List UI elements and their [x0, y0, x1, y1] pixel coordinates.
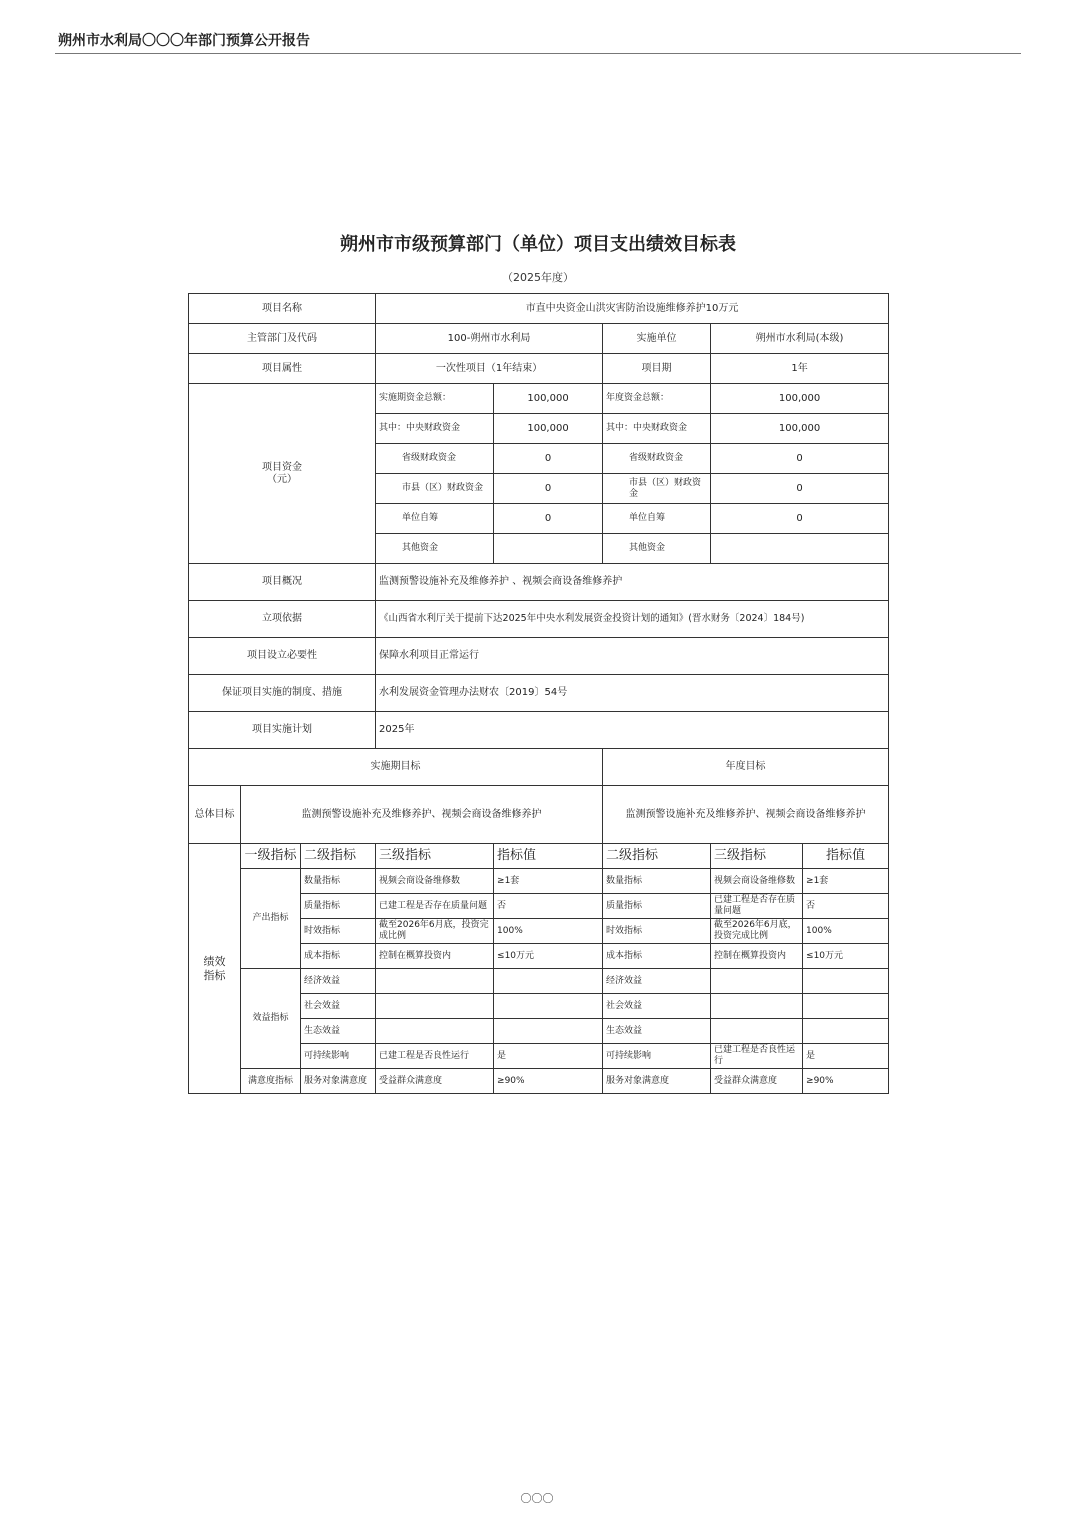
year-funds-self: 0	[711, 504, 889, 534]
plan-label: 项目实施计划	[189, 712, 376, 749]
indicator-value	[494, 969, 603, 994]
year-indicator-l2: 服务对象满意度	[603, 1069, 711, 1094]
funds-other-label: 其他资金	[376, 534, 494, 564]
indicator-l3	[376, 1019, 494, 1044]
funds-province: 0	[494, 444, 603, 474]
year-indicator-value	[803, 1019, 889, 1044]
year-indicator-l3: 已建工程是否良性运行	[711, 1044, 803, 1069]
funds-self-label: 单位自筹	[376, 504, 494, 534]
indicator-value	[494, 1019, 603, 1044]
impl-unit: 朔州市水利局(本级)	[711, 324, 889, 354]
measures: 水利发展资金管理办法财农〔2019〕54号	[376, 675, 889, 712]
year-indicator-value	[803, 969, 889, 994]
year-indicator-l2: 成本指标	[603, 944, 711, 969]
header-val: 指标值	[494, 844, 603, 869]
header-l1: 一级指标	[241, 844, 301, 869]
indicator-l2: 成本指标	[301, 944, 376, 969]
indicator-l2: 社会效益	[301, 994, 376, 1019]
indicator-l3: 截至2026年6月底，投资完成比例	[376, 919, 494, 944]
overview-label: 项目概况	[189, 564, 376, 601]
year-indicator-value: ≥90%	[803, 1069, 889, 1094]
page-footer: 〇〇〇	[520, 1492, 554, 1505]
plan: 2025年	[376, 712, 889, 749]
year-funds-city-label: 市县（区）财政资金	[603, 474, 711, 504]
period: 1年	[711, 354, 889, 384]
indicators-section-label	[189, 844, 241, 1094]
necessity: 保障水利项目正常运行	[376, 638, 889, 675]
project-name: 市直中央资金山洪灾害防治设施维修养护10万元	[376, 294, 889, 324]
year-indicator-l3	[711, 969, 803, 994]
year-funds-province-label: 省级财政资金	[603, 444, 711, 474]
year-funds-total: 100,000	[711, 384, 889, 414]
measures-label: 保证项目实施的制度、措施	[189, 675, 376, 712]
indicator-l2: 数量指标	[301, 869, 376, 894]
indicator-value: 是	[494, 1044, 603, 1069]
period-label: 项目期	[603, 354, 711, 384]
dept-label: 主管部门及代码	[189, 324, 376, 354]
attr-label: 项目属性	[189, 354, 376, 384]
year-goal-header: 年度目标	[603, 749, 889, 786]
indicator-l2: 服务对象满意度	[301, 1069, 376, 1094]
table-subtitle: （2025年度）	[502, 271, 574, 284]
funds-label-cell	[189, 384, 376, 564]
performance-target-table	[188, 293, 889, 1094]
funds-province-label: 省级财政资金	[376, 444, 494, 474]
year-funds-other-label: 其他资金	[603, 534, 711, 564]
indicator-value	[494, 994, 603, 1019]
attr: 一次性项目（1年结束）	[376, 354, 603, 384]
header-l2: 二级指标	[301, 844, 376, 869]
indicator-l3: 视频会商设备维修数	[376, 869, 494, 894]
indicator-l2: 生态效益	[301, 1019, 376, 1044]
header-year-l2: 二级指标	[603, 844, 711, 869]
year-funds-other	[711, 534, 889, 564]
indicator-l2: 质量指标	[301, 894, 376, 919]
indicator-l3: 已建工程是否存在质量问题	[376, 894, 494, 919]
funds-city: 0	[494, 474, 603, 504]
overall-goal-label: 总体目标	[189, 786, 241, 844]
project-name-label: 项目名称	[189, 294, 376, 324]
indicator-l2: 时效指标	[301, 919, 376, 944]
year-funds-central: 100,000	[711, 414, 889, 444]
year-funds-self-label: 单位自筹	[603, 504, 711, 534]
header-year-val: 指标值	[803, 844, 889, 869]
year-indicator-l2: 社会效益	[603, 994, 711, 1019]
year-indicator-l3	[711, 994, 803, 1019]
basis: 《山西省水利厅关于提前下达2025年中央水利发展资金投资计划的通知》(晋水财务〔2024〕184号)	[376, 601, 889, 638]
funds-total: 100,000	[494, 384, 603, 414]
funds-central-label: 其中：中央财政资金	[376, 414, 494, 444]
funds-label: 项目资金	[262, 461, 303, 473]
year-funds-total-label: 年度资金总额：	[603, 384, 711, 414]
header-divider	[55, 53, 1021, 54]
indicator-l2: 可持续影响	[301, 1044, 376, 1069]
year-indicator-l2: 经济效益	[603, 969, 711, 994]
year-indicator-l2: 生态效益	[603, 1019, 711, 1044]
report-header: 朔州市水利局〇〇〇年部门预算公开报告	[58, 33, 310, 49]
impl-goal: 监测预警设施补充及维修养护、视频会商设备维修养护	[241, 786, 603, 844]
year-funds-city: 0	[711, 474, 889, 504]
year-indicator-value: ≥1套	[803, 869, 889, 894]
year-indicator-l3: 已建工程是否存在质量问题	[711, 894, 803, 919]
funds-self: 0	[494, 504, 603, 534]
group-output: 产出指标	[241, 869, 301, 969]
year-indicator-value: 否	[803, 894, 889, 919]
funds-total-label: 实施期资金总额：	[376, 384, 494, 414]
funds-central: 100,000	[494, 414, 603, 444]
year-indicator-l2: 可持续影响	[603, 1044, 711, 1069]
year-indicator-l2: 数量指标	[603, 869, 711, 894]
indicator-l3: 已建工程是否良性运行	[376, 1044, 494, 1069]
indicator-value: ≥90%	[494, 1069, 603, 1094]
group-satisfaction: 满意度指标	[241, 1069, 301, 1094]
overview: 监测预警设施补充及维修养护 、视频会商设备维修养护	[376, 564, 889, 601]
dept: 100-朔州市水利局	[376, 324, 603, 354]
year-indicator-l2: 质量指标	[603, 894, 711, 919]
year-indicator-value	[803, 994, 889, 1019]
necessity-label: 项目设立必要性	[189, 638, 376, 675]
year-funds-province: 0	[711, 444, 889, 474]
indicator-value: ≥1套	[494, 869, 603, 894]
year-funds-central-label: 其中：中央财政资金	[603, 414, 711, 444]
group-benefit: 效益指标	[241, 969, 301, 1069]
indicator-l2: 经济效益	[301, 969, 376, 994]
header-l3: 三级指标	[376, 844, 494, 869]
funds-unit: （元）	[267, 473, 298, 485]
indicator-value: ≤10万元	[494, 944, 603, 969]
impl-unit-label: 实施单位	[603, 324, 711, 354]
header-year-l3: 三级指标	[711, 844, 803, 869]
year-indicator-l3: 截至2026年6月底，投资完成比例	[711, 919, 803, 944]
year-indicator-value: ≤10万元	[803, 944, 889, 969]
impl-goal-header: 实施期目标	[189, 749, 603, 786]
indicator-value: 否	[494, 894, 603, 919]
indicators-section-text: 绩效指标	[203, 954, 226, 982]
table-title: 朔州市市级预算部门（单位）项目支出绩效目标表	[340, 234, 736, 255]
indicator-l3	[376, 994, 494, 1019]
indicator-l3: 受益群众满意度	[376, 1069, 494, 1094]
year-indicator-l3: 控制在概算投资内	[711, 944, 803, 969]
funds-city-label: 市县（区）财政资金	[376, 474, 494, 504]
year-indicator-l3	[711, 1019, 803, 1044]
year-goal: 监测预警设施补充及维修养护、视频会商设备维修养护	[603, 786, 889, 844]
indicator-value: 100%	[494, 919, 603, 944]
year-indicator-value: 100%	[803, 919, 889, 944]
indicator-l3	[376, 969, 494, 994]
year-indicator-l3: 视频会商设备维修数	[711, 869, 803, 894]
year-indicator-value: 是	[803, 1044, 889, 1069]
indicator-l3: 控制在概算投资内	[376, 944, 494, 969]
funds-other	[494, 534, 603, 564]
year-indicator-l3: 受益群众满意度	[711, 1069, 803, 1094]
basis-label: 立项依据	[189, 601, 376, 638]
year-indicator-l2: 时效指标	[603, 919, 711, 944]
